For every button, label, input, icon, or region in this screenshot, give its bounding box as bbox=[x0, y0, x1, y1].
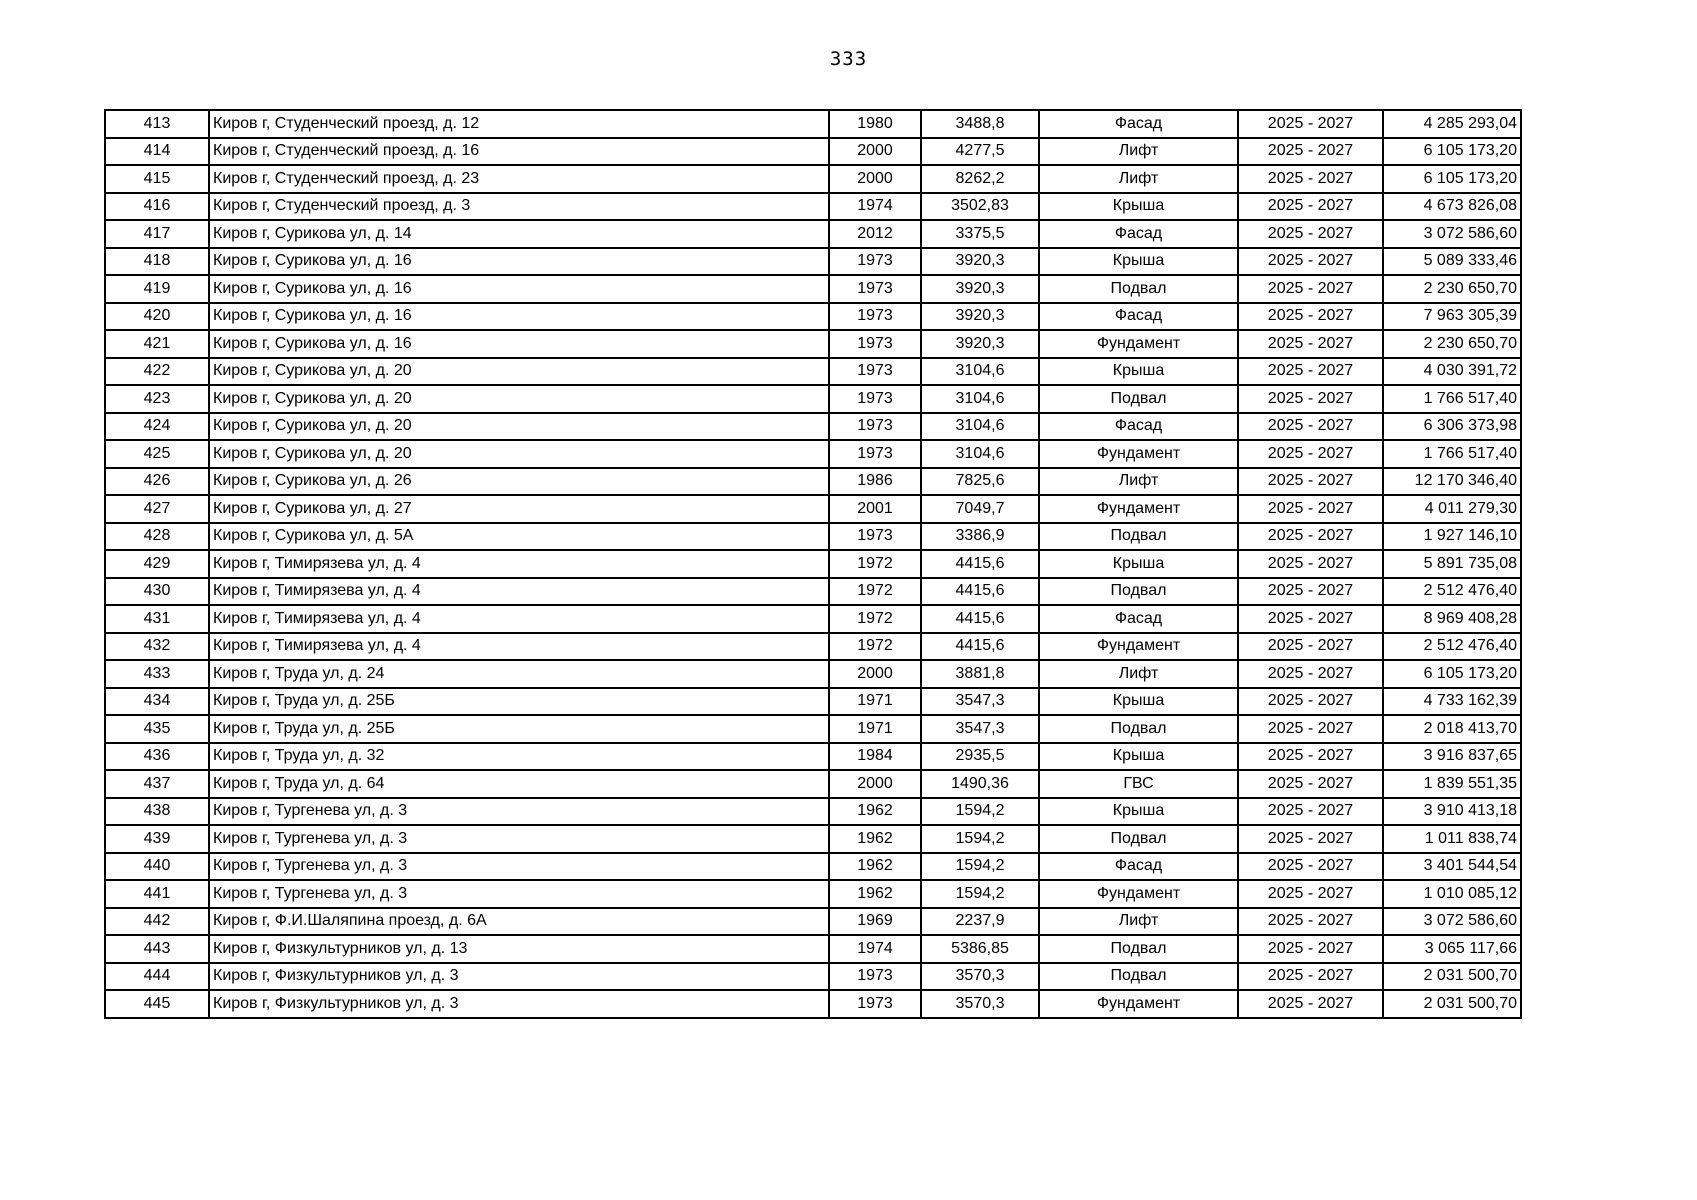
period-cell: 2025 - 2027 bbox=[1238, 798, 1383, 826]
work-type-cell: Фасад bbox=[1039, 220, 1238, 248]
work-type-cell: Крыша bbox=[1039, 550, 1238, 578]
area-cell: 1594,2 bbox=[921, 853, 1039, 881]
cost-cell: 5 891 735,08 bbox=[1383, 550, 1521, 578]
area-cell: 3570,3 bbox=[921, 990, 1039, 1018]
address-cell: Киров г, Сурикова ул, д. 20 bbox=[209, 440, 829, 468]
cost-cell: 4 011 279,30 bbox=[1383, 495, 1521, 523]
cost-cell: 8 969 408,28 bbox=[1383, 605, 1521, 633]
period-cell: 2025 - 2027 bbox=[1238, 220, 1383, 248]
build-year-cell: 2000 bbox=[829, 138, 921, 166]
work-type-cell: Подвал bbox=[1039, 275, 1238, 303]
work-type-cell: Подвал bbox=[1039, 963, 1238, 991]
period-cell: 2025 - 2027 bbox=[1238, 688, 1383, 716]
build-year-cell: 1972 bbox=[829, 605, 921, 633]
row-number-cell: 426 bbox=[105, 468, 209, 496]
period-cell: 2025 - 2027 bbox=[1238, 935, 1383, 963]
row-number-cell: 424 bbox=[105, 413, 209, 441]
cost-cell: 3 916 837,65 bbox=[1383, 743, 1521, 771]
address-cell: Киров г, Труда ул, д. 25Б bbox=[209, 715, 829, 743]
period-cell: 2025 - 2027 bbox=[1238, 193, 1383, 221]
table-row bbox=[105, 798, 1521, 826]
area-cell: 3386,9 bbox=[921, 523, 1039, 551]
address-cell: Киров г, Физкультурников ул, д. 3 bbox=[209, 963, 829, 991]
work-type-cell: Крыша bbox=[1039, 193, 1238, 221]
row-number-cell: 423 bbox=[105, 385, 209, 413]
address-cell: Киров г, Сурикова ул, д. 16 bbox=[209, 248, 829, 276]
table-row bbox=[105, 688, 1521, 716]
build-year-cell: 1962 bbox=[829, 853, 921, 881]
address-cell: Киров г, Труда ул, д. 24 bbox=[209, 660, 829, 688]
row-number-cell: 443 bbox=[105, 935, 209, 963]
build-year-cell: 1974 bbox=[829, 193, 921, 221]
row-number-cell: 420 bbox=[105, 303, 209, 331]
address-cell: Киров г, Сурикова ул, д. 16 bbox=[209, 330, 829, 358]
build-year-cell: 1962 bbox=[829, 825, 921, 853]
cost-cell: 1 010 085,12 bbox=[1383, 880, 1521, 908]
period-cell: 2025 - 2027 bbox=[1238, 605, 1383, 633]
work-type-cell: Фасад bbox=[1039, 853, 1238, 881]
cost-cell: 6 105 173,20 bbox=[1383, 165, 1521, 193]
work-type-cell: Фундамент bbox=[1039, 633, 1238, 661]
build-year-cell: 1962 bbox=[829, 798, 921, 826]
row-number-cell: 418 bbox=[105, 248, 209, 276]
area-cell: 3104,6 bbox=[921, 385, 1039, 413]
address-cell: Киров г, Труда ул, д. 64 bbox=[209, 770, 829, 798]
work-type-cell: Фундамент bbox=[1039, 330, 1238, 358]
row-number-cell: 414 bbox=[105, 138, 209, 166]
table-row bbox=[105, 550, 1521, 578]
row-number-cell: 435 bbox=[105, 715, 209, 743]
build-year-cell: 1973 bbox=[829, 385, 921, 413]
period-cell: 2025 - 2027 bbox=[1238, 908, 1383, 936]
work-type-cell: Подвал bbox=[1039, 385, 1238, 413]
period-cell: 2025 - 2027 bbox=[1238, 413, 1383, 441]
period-cell: 2025 - 2027 bbox=[1238, 963, 1383, 991]
row-number-cell: 413 bbox=[105, 110, 209, 138]
area-cell: 2237,9 bbox=[921, 908, 1039, 936]
area-cell: 1594,2 bbox=[921, 825, 1039, 853]
area-cell: 3104,6 bbox=[921, 440, 1039, 468]
address-cell: Киров г, Студенческий проезд, д. 23 bbox=[209, 165, 829, 193]
cost-cell: 6 105 173,20 bbox=[1383, 138, 1521, 166]
row-number-cell: 417 bbox=[105, 220, 209, 248]
work-type-cell: Лифт bbox=[1039, 165, 1238, 193]
period-cell: 2025 - 2027 bbox=[1238, 633, 1383, 661]
build-year-cell: 1973 bbox=[829, 440, 921, 468]
address-cell: Киров г, Тургенева ул, д. 3 bbox=[209, 825, 829, 853]
address-cell: Киров г, Сурикова ул, д. 20 bbox=[209, 358, 829, 386]
address-cell: Киров г, Тимирязева ул, д. 4 bbox=[209, 578, 829, 606]
period-cell: 2025 - 2027 bbox=[1238, 303, 1383, 331]
area-cell: 3375,5 bbox=[921, 220, 1039, 248]
cost-cell: 3 401 544,54 bbox=[1383, 853, 1521, 881]
repair-schedule-table bbox=[104, 109, 1522, 1019]
table-row bbox=[105, 495, 1521, 523]
row-number-cell: 422 bbox=[105, 358, 209, 386]
build-year-cell: 1972 bbox=[829, 578, 921, 606]
build-year-cell: 2001 bbox=[829, 495, 921, 523]
table-row bbox=[105, 193, 1521, 221]
row-number-cell: 439 bbox=[105, 825, 209, 853]
area-cell: 1594,2 bbox=[921, 880, 1039, 908]
cost-cell: 3 072 586,60 bbox=[1383, 908, 1521, 936]
table-row bbox=[105, 908, 1521, 936]
build-year-cell: 1969 bbox=[829, 908, 921, 936]
build-year-cell: 1974 bbox=[829, 935, 921, 963]
cost-cell: 3 072 586,60 bbox=[1383, 220, 1521, 248]
area-cell: 4415,6 bbox=[921, 633, 1039, 661]
period-cell: 2025 - 2027 bbox=[1238, 578, 1383, 606]
work-type-cell: Крыша bbox=[1039, 248, 1238, 276]
address-cell: Киров г, Студенческий проезд, д. 16 bbox=[209, 138, 829, 166]
area-cell: 1594,2 bbox=[921, 798, 1039, 826]
work-type-cell: Лифт bbox=[1039, 660, 1238, 688]
area-cell: 4415,6 bbox=[921, 578, 1039, 606]
work-type-cell: Крыша bbox=[1039, 688, 1238, 716]
period-cell: 2025 - 2027 bbox=[1238, 165, 1383, 193]
build-year-cell: 1980 bbox=[829, 110, 921, 138]
address-cell: Киров г, Сурикова ул, д. 16 bbox=[209, 275, 829, 303]
area-cell: 4415,6 bbox=[921, 550, 1039, 578]
work-type-cell: Фасад bbox=[1039, 110, 1238, 138]
row-number-cell: 434 bbox=[105, 688, 209, 716]
build-year-cell: 2000 bbox=[829, 660, 921, 688]
area-cell: 3104,6 bbox=[921, 413, 1039, 441]
cost-cell: 4 673 826,08 bbox=[1383, 193, 1521, 221]
work-type-cell: Фасад bbox=[1039, 303, 1238, 331]
area-cell: 3547,3 bbox=[921, 688, 1039, 716]
area-cell: 4415,6 bbox=[921, 605, 1039, 633]
cost-cell: 2 230 650,70 bbox=[1383, 275, 1521, 303]
cost-cell: 6 306 373,98 bbox=[1383, 413, 1521, 441]
table-row bbox=[105, 413, 1521, 441]
address-cell: Киров г, Тимирязева ул, д. 4 bbox=[209, 605, 829, 633]
address-cell: Киров г, Сурикова ул, д. 20 bbox=[209, 413, 829, 441]
build-year-cell: 2000 bbox=[829, 770, 921, 798]
build-year-cell: 1973 bbox=[829, 358, 921, 386]
address-cell: Киров г, Тургенева ул, д. 3 bbox=[209, 880, 829, 908]
work-type-cell: Подвал bbox=[1039, 715, 1238, 743]
area-cell: 5386,85 bbox=[921, 935, 1039, 963]
table-row bbox=[105, 743, 1521, 771]
address-cell: Киров г, Сурикова ул, д. 5А bbox=[209, 523, 829, 551]
address-cell: Киров г, Тургенева ул, д. 3 bbox=[209, 798, 829, 826]
address-cell: Киров г, Студенческий проезд, д. 3 bbox=[209, 193, 829, 221]
period-cell: 2025 - 2027 bbox=[1238, 440, 1383, 468]
period-cell: 2025 - 2027 bbox=[1238, 330, 1383, 358]
work-type-cell: Крыша bbox=[1039, 358, 1238, 386]
address-cell: Киров г, Физкультурников ул, д. 13 bbox=[209, 935, 829, 963]
area-cell: 3920,3 bbox=[921, 248, 1039, 276]
table-row bbox=[105, 275, 1521, 303]
period-cell: 2025 - 2027 bbox=[1238, 358, 1383, 386]
area-cell: 3547,3 bbox=[921, 715, 1039, 743]
area-cell: 2935,5 bbox=[921, 743, 1039, 771]
period-cell: 2025 - 2027 bbox=[1238, 880, 1383, 908]
cost-cell: 1 011 838,74 bbox=[1383, 825, 1521, 853]
work-type-cell: Подвал bbox=[1039, 825, 1238, 853]
work-type-cell: Фасад bbox=[1039, 605, 1238, 633]
row-number-cell: 425 bbox=[105, 440, 209, 468]
area-cell: 8262,2 bbox=[921, 165, 1039, 193]
table-body bbox=[105, 110, 1521, 1018]
cost-cell: 2 512 476,40 bbox=[1383, 633, 1521, 661]
period-cell: 2025 - 2027 bbox=[1238, 715, 1383, 743]
page-number: 333 bbox=[829, 48, 868, 70]
table-row bbox=[105, 770, 1521, 798]
row-number-cell: 442 bbox=[105, 908, 209, 936]
address-cell: Киров г, Сурикова ул, д. 27 bbox=[209, 495, 829, 523]
area-cell: 3502,83 bbox=[921, 193, 1039, 221]
row-number-cell: 432 bbox=[105, 633, 209, 661]
area-cell: 3881,8 bbox=[921, 660, 1039, 688]
address-cell: Киров г, Труда ул, д. 32 bbox=[209, 743, 829, 771]
row-number-cell: 419 bbox=[105, 275, 209, 303]
table-row bbox=[105, 715, 1521, 743]
cost-cell: 1 927 146,10 bbox=[1383, 523, 1521, 551]
table-row bbox=[105, 853, 1521, 881]
period-cell: 2025 - 2027 bbox=[1238, 248, 1383, 276]
cost-cell: 2 031 500,70 bbox=[1383, 963, 1521, 991]
row-number-cell: 416 bbox=[105, 193, 209, 221]
build-year-cell: 1973 bbox=[829, 990, 921, 1018]
build-year-cell: 1972 bbox=[829, 550, 921, 578]
build-year-cell: 1973 bbox=[829, 275, 921, 303]
table-row bbox=[105, 605, 1521, 633]
period-cell: 2025 - 2027 bbox=[1238, 385, 1383, 413]
address-cell: Киров г, Ф.И.Шаляпина проезд, д. 6А bbox=[209, 908, 829, 936]
work-type-cell: Подвал bbox=[1039, 578, 1238, 606]
address-cell: Киров г, Труда ул, д. 25Б bbox=[209, 688, 829, 716]
row-number-cell: 428 bbox=[105, 523, 209, 551]
row-number-cell: 431 bbox=[105, 605, 209, 633]
table-row bbox=[105, 440, 1521, 468]
work-type-cell: Фундамент bbox=[1039, 440, 1238, 468]
area-cell: 4277,5 bbox=[921, 138, 1039, 166]
table-row bbox=[105, 220, 1521, 248]
work-type-cell: Лифт bbox=[1039, 908, 1238, 936]
cost-cell: 3 065 117,66 bbox=[1383, 935, 1521, 963]
address-cell: Киров г, Сурикова ул, д. 26 bbox=[209, 468, 829, 496]
cost-cell: 3 910 413,18 bbox=[1383, 798, 1521, 826]
address-cell: Киров г, Тургенева ул, д. 3 bbox=[209, 853, 829, 881]
address-cell: Киров г, Тимирязева ул, д. 4 bbox=[209, 550, 829, 578]
row-number-cell: 415 bbox=[105, 165, 209, 193]
build-year-cell: 1973 bbox=[829, 963, 921, 991]
table-row bbox=[105, 110, 1521, 138]
row-number-cell: 430 bbox=[105, 578, 209, 606]
table-row bbox=[105, 138, 1521, 166]
period-cell: 2025 - 2027 bbox=[1238, 660, 1383, 688]
period-cell: 2025 - 2027 bbox=[1238, 550, 1383, 578]
work-type-cell: Фундамент bbox=[1039, 990, 1238, 1018]
cost-cell: 6 105 173,20 bbox=[1383, 660, 1521, 688]
row-number-cell: 441 bbox=[105, 880, 209, 908]
table-row bbox=[105, 248, 1521, 276]
work-type-cell: ГВС bbox=[1039, 770, 1238, 798]
table-row bbox=[105, 935, 1521, 963]
table-row bbox=[105, 825, 1521, 853]
period-cell: 2025 - 2027 bbox=[1238, 990, 1383, 1018]
build-year-cell: 1973 bbox=[829, 248, 921, 276]
build-year-cell: 1971 bbox=[829, 715, 921, 743]
period-cell: 2025 - 2027 bbox=[1238, 743, 1383, 771]
work-type-cell: Лифт bbox=[1039, 468, 1238, 496]
table-row bbox=[105, 165, 1521, 193]
table-row bbox=[105, 523, 1521, 551]
cost-cell: 2 031 500,70 bbox=[1383, 990, 1521, 1018]
address-cell: Киров г, Тимирязева ул, д. 4 bbox=[209, 633, 829, 661]
table-row bbox=[105, 990, 1521, 1018]
row-number-cell: 429 bbox=[105, 550, 209, 578]
cost-cell: 4 285 293,04 bbox=[1383, 110, 1521, 138]
table-row bbox=[105, 578, 1521, 606]
cost-cell: 4 030 391,72 bbox=[1383, 358, 1521, 386]
area-cell: 3488,8 bbox=[921, 110, 1039, 138]
area-cell: 3920,3 bbox=[921, 330, 1039, 358]
cost-cell: 2 018 413,70 bbox=[1383, 715, 1521, 743]
row-number-cell: 440 bbox=[105, 853, 209, 881]
address-cell: Киров г, Сурикова ул, д. 16 bbox=[209, 303, 829, 331]
period-cell: 2025 - 2027 bbox=[1238, 853, 1383, 881]
work-type-cell: Фундамент bbox=[1039, 880, 1238, 908]
table-row bbox=[105, 880, 1521, 908]
row-number-cell: 436 bbox=[105, 743, 209, 771]
row-number-cell: 427 bbox=[105, 495, 209, 523]
build-year-cell: 1973 bbox=[829, 303, 921, 331]
row-number-cell: 445 bbox=[105, 990, 209, 1018]
work-type-cell: Лифт bbox=[1039, 138, 1238, 166]
table-row bbox=[105, 358, 1521, 386]
period-cell: 2025 - 2027 bbox=[1238, 495, 1383, 523]
area-cell: 3920,3 bbox=[921, 303, 1039, 331]
address-cell: Киров г, Сурикова ул, д. 20 bbox=[209, 385, 829, 413]
period-cell: 2025 - 2027 bbox=[1238, 468, 1383, 496]
period-cell: 2025 - 2027 bbox=[1238, 825, 1383, 853]
row-number-cell: 437 bbox=[105, 770, 209, 798]
period-cell: 2025 - 2027 bbox=[1238, 138, 1383, 166]
cost-cell: 12 170 346,40 bbox=[1383, 468, 1521, 496]
build-year-cell: 1986 bbox=[829, 468, 921, 496]
work-type-cell: Крыша bbox=[1039, 798, 1238, 826]
build-year-cell: 1971 bbox=[829, 688, 921, 716]
build-year-cell: 1973 bbox=[829, 330, 921, 358]
work-type-cell: Фундамент bbox=[1039, 495, 1238, 523]
cost-cell: 1 766 517,40 bbox=[1383, 440, 1521, 468]
table-row bbox=[105, 330, 1521, 358]
cost-cell: 2 512 476,40 bbox=[1383, 578, 1521, 606]
area-cell: 1490,36 bbox=[921, 770, 1039, 798]
build-year-cell: 1972 bbox=[829, 633, 921, 661]
work-type-cell: Подвал bbox=[1039, 523, 1238, 551]
cost-cell: 5 089 333,46 bbox=[1383, 248, 1521, 276]
table-row bbox=[105, 963, 1521, 991]
build-year-cell: 1984 bbox=[829, 743, 921, 771]
cost-cell: 1 766 517,40 bbox=[1383, 385, 1521, 413]
table-row bbox=[105, 303, 1521, 331]
work-type-cell: Подвал bbox=[1039, 935, 1238, 963]
row-number-cell: 444 bbox=[105, 963, 209, 991]
cost-cell: 2 230 650,70 bbox=[1383, 330, 1521, 358]
work-type-cell: Фасад bbox=[1039, 413, 1238, 441]
address-cell: Киров г, Студенческий проезд, д. 12 bbox=[209, 110, 829, 138]
area-cell: 7825,6 bbox=[921, 468, 1039, 496]
row-number-cell: 433 bbox=[105, 660, 209, 688]
area-cell: 3920,3 bbox=[921, 275, 1039, 303]
work-type-cell: Крыша bbox=[1039, 743, 1238, 771]
build-year-cell: 2012 bbox=[829, 220, 921, 248]
period-cell: 2025 - 2027 bbox=[1238, 523, 1383, 551]
row-number-cell: 421 bbox=[105, 330, 209, 358]
cost-cell: 1 839 551,35 bbox=[1383, 770, 1521, 798]
build-year-cell: 2000 bbox=[829, 165, 921, 193]
period-cell: 2025 - 2027 bbox=[1238, 770, 1383, 798]
period-cell: 2025 - 2027 bbox=[1238, 275, 1383, 303]
table-row bbox=[105, 468, 1521, 496]
area-cell: 3104,6 bbox=[921, 358, 1039, 386]
table-row bbox=[105, 660, 1521, 688]
build-year-cell: 1962 bbox=[829, 880, 921, 908]
address-cell: Киров г, Сурикова ул, д. 14 bbox=[209, 220, 829, 248]
period-cell: 2025 - 2027 bbox=[1238, 110, 1383, 138]
area-cell: 7049,7 bbox=[921, 495, 1039, 523]
cost-cell: 4 733 162,39 bbox=[1383, 688, 1521, 716]
address-cell: Киров г, Физкультурников ул, д. 3 bbox=[209, 990, 829, 1018]
cost-cell: 7 963 305,39 bbox=[1383, 303, 1521, 331]
build-year-cell: 1973 bbox=[829, 523, 921, 551]
table-row bbox=[105, 385, 1521, 413]
build-year-cell: 1973 bbox=[829, 413, 921, 441]
row-number-cell: 438 bbox=[105, 798, 209, 826]
table-row bbox=[105, 633, 1521, 661]
area-cell: 3570,3 bbox=[921, 963, 1039, 991]
